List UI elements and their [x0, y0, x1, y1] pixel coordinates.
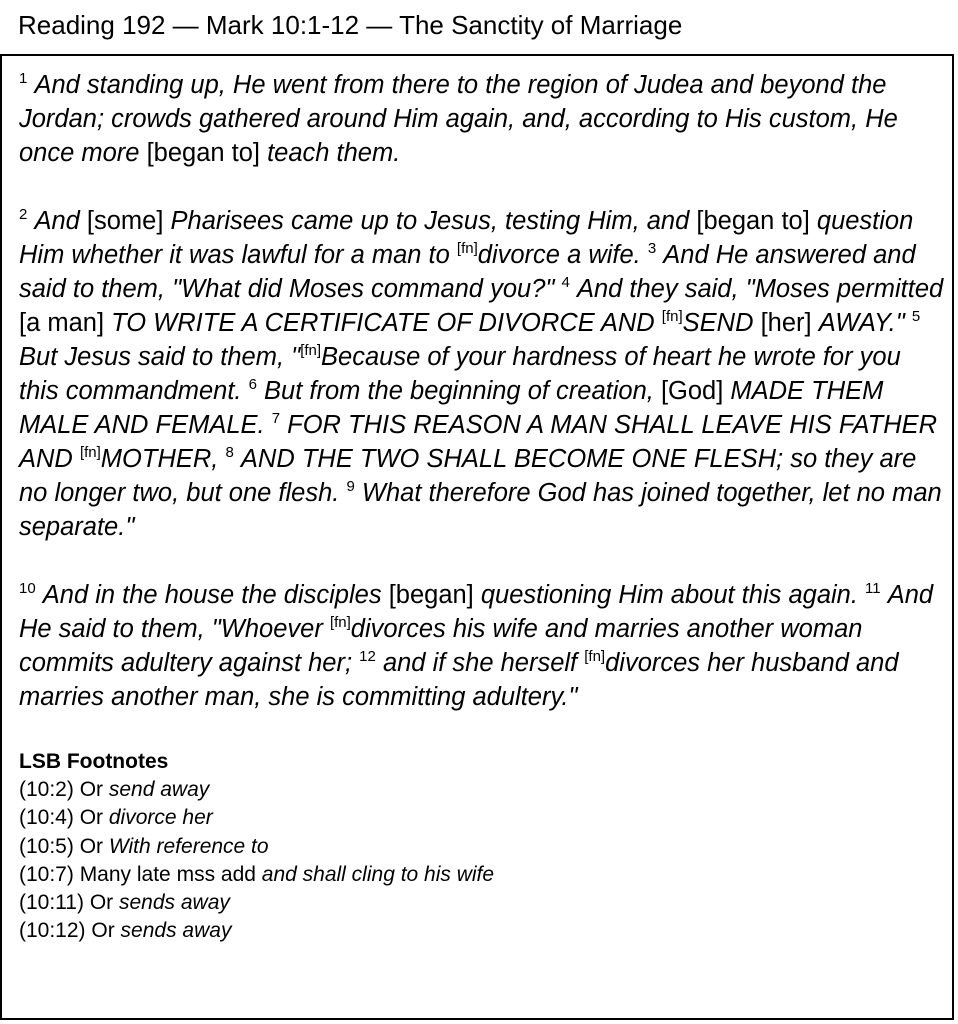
bracketed-text: [began] [388, 581, 481, 609]
bracketed-text [570, 275, 577, 303]
bracketed-text: [her] [760, 309, 819, 337]
bracketed-text: [began to] [146, 139, 268, 167]
bracketed-text [257, 377, 264, 405]
footnote-item [19, 861, 944, 889]
scripture-text: But Jesus said to them, " [19, 343, 301, 371]
scripture-text: But from the beginning of creation, [264, 377, 661, 405]
passage-text [19, 68, 944, 714]
scripture-text: And in the house the disciples [42, 581, 389, 609]
scripture-text: And He said to them, "Whoever [19, 581, 934, 643]
bracketed-text: [began to] [696, 207, 817, 235]
verse-number: 3 [647, 240, 657, 257]
bracketed-text [881, 581, 888, 609]
verse-number: 5 [911, 308, 921, 325]
footnote-item [19, 889, 944, 917]
footnotes-list [19, 776, 944, 946]
scripture-text: questioning Him about this again. [480, 581, 866, 609]
bracketed-text [234, 445, 241, 473]
footnotes-title: LSB Footnotes [19, 750, 169, 773]
footnote-text: sends away [118, 891, 230, 915]
footnote-text: sends away [120, 919, 232, 943]
reading-title: Reading 192 — Mark 10:1-12 — The Sanctity of Marriage [18, 10, 683, 40]
footnote-marker: [fn] [79, 444, 101, 461]
footnote-text: send away [108, 778, 210, 801]
scripture-text: MOTHER, [100, 445, 226, 473]
footnote-marker: [fn] [661, 308, 683, 325]
footnote-ref: (10:11) Or [19, 891, 119, 915]
scripture-text: FOR THIS REASON A MAN SHALL LEAVE HIS FATHER AND [19, 411, 938, 473]
verse-number: 10 [19, 580, 36, 597]
footnote-marker: [fn] [300, 342, 322, 359]
passage-paragraph [19, 68, 944, 170]
passage-box [0, 54, 954, 1020]
footnote-text: divorce her [108, 806, 213, 830]
passage-paragraph [19, 204, 944, 544]
scripture-text: SEND [682, 309, 761, 337]
scripture-text: AWAY." [818, 309, 912, 337]
footnote-ref: (10:4) Or [19, 806, 109, 830]
scripture-text: question Him whether it was lawful for a man to [19, 207, 914, 269]
verse-number: 6 [248, 376, 257, 393]
scripture-text: Because of your hardness of heart he wrote for you this commandment. [19, 343, 901, 405]
verse-number: 7 [271, 410, 281, 427]
scripture-text: And He answered and said to them, "What did Moses command you?" [19, 241, 916, 303]
scripture-text: AND THE TWO SHALL BECOME ONE FLESH; so they are no longer two, but one flesh. [19, 445, 917, 507]
scripture-text: And [34, 207, 87, 235]
scripture-text: teach them. [267, 139, 401, 167]
scripture-text: and if she herself [382, 649, 585, 677]
scripture-text: And standing up, He went from there to the region of Judea and beyond the Jordan; crowds gathered around Him again, and, according to His custom, He once more [19, 71, 898, 167]
footnote-ref: (10:5) Or [19, 834, 109, 858]
footnote-marker: [fn] [584, 648, 606, 665]
footnote-item [19, 804, 944, 832]
scripture-text: Pharisees came up to Jesus, testing Him, and [170, 207, 697, 235]
passage-paragraph [19, 578, 944, 714]
verse-number: 4 [561, 274, 570, 291]
footnote-ref: (10:12) Or [19, 919, 121, 943]
verse-number: 12 [359, 648, 376, 665]
footnote-item [19, 833, 944, 861]
bracketed-text [36, 581, 43, 609]
footnote-marker: [fn] [329, 614, 351, 631]
scripture-text: divorces his wife and marries another woman commits adultery against her; [19, 615, 863, 677]
verse-number: 9 [346, 478, 355, 495]
footnote-ref: (10:7) Many late mss add [19, 862, 262, 886]
footnote-item [19, 917, 944, 945]
verse-number: 1 [19, 70, 28, 87]
bracketed-text: [God] [660, 377, 731, 405]
bracketed-text [355, 479, 362, 507]
bracketed-text: [a man] [19, 309, 112, 337]
footnote-item [19, 776, 944, 804]
verse-number: 2 [19, 206, 28, 223]
bracketed-text: [some] [86, 207, 171, 235]
footnote-text: With reference to [108, 834, 269, 858]
scripture-text: And they said, "Moses permitted [576, 275, 944, 303]
scripture-text: What therefore God has joined together, let no man separate." [19, 479, 942, 541]
bracketed-text [376, 649, 383, 677]
footnote-ref: (10:2) Or [19, 778, 109, 801]
scripture-text: TO WRITE A CERTIFICATE OF DIVORCE AND [111, 309, 662, 337]
scripture-text: MADE THEM MALE AND FEMALE. [19, 377, 884, 439]
verse-number: 8 [225, 444, 234, 461]
passage-content [19, 68, 944, 946]
footnote-marker: [fn] [456, 240, 478, 257]
verse-number: 11 [865, 580, 881, 597]
scripture-text: divorces her husband and marries another man, she is committing adultery." [19, 649, 899, 711]
scripture-text: divorce a wife. [477, 241, 648, 269]
footnote-text: and shall cling to his wife [261, 862, 495, 886]
